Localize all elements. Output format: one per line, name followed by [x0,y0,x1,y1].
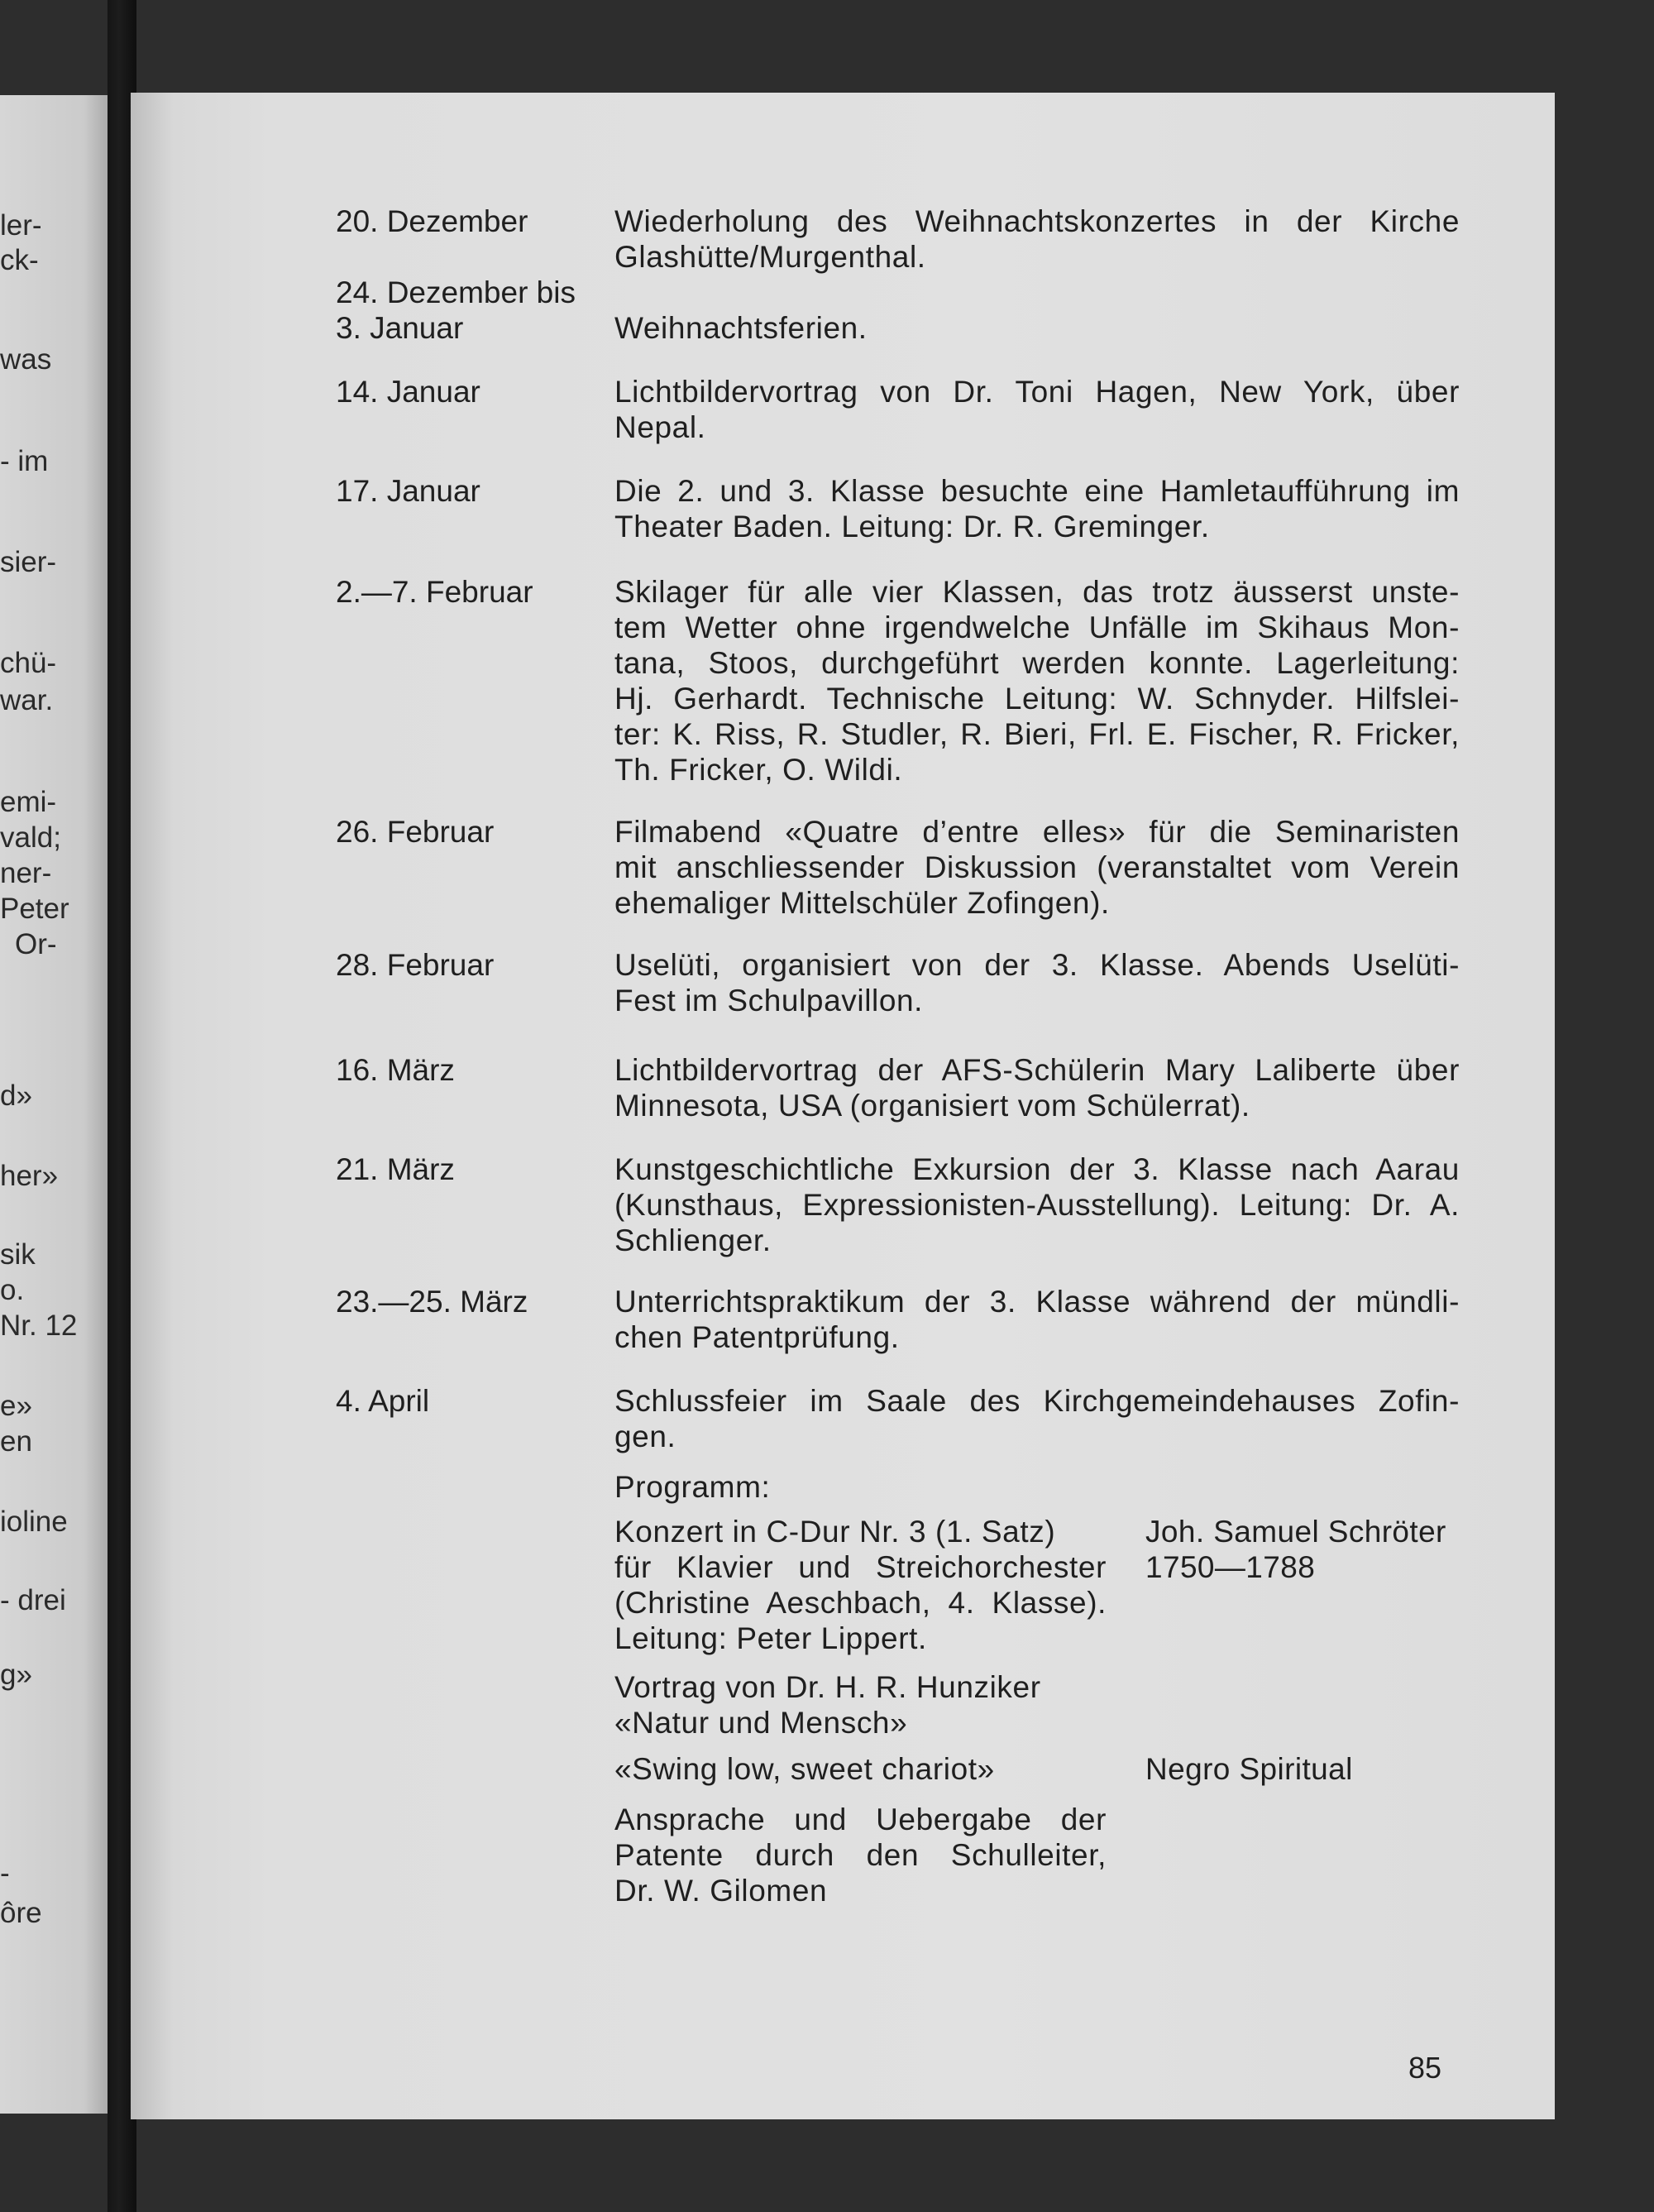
left-fragment: war. [0,684,54,716]
entry-date: 4. April [336,1384,430,1418]
desc-line: Minnesota, USA (organisiert vom Schülerrat). [614,1089,1250,1123]
entry-date: 14. Januar [336,375,480,409]
left-fragment: g» [0,1659,32,1691]
page-number: 85 [1408,2051,1442,2085]
desc-line: Kunstgeschichtliche Exkursion der 3. Klasse nach Aarau [614,1152,1460,1186]
entry-description [614,1151,1460,1258]
desc-line: Th. Fricker, O. Wildi. [614,753,903,787]
entry-date: 21. März [336,1152,455,1186]
entry-date: 28. Februar [336,948,495,982]
program-item [614,1802,1107,1908]
desc-line: Unterrichtspraktikum der 3. Klasse während der mündli- [614,1285,1460,1319]
composer-line: Negro Spiritual [1145,1752,1353,1786]
left-fragment: sier- [0,546,57,578]
program-heading: Programm: [614,1470,771,1504]
program-line: Dr. W. Gilomen [614,1874,828,1908]
program-composer [1145,1751,1476,1787]
left-fragment: ioline [0,1506,68,1538]
program-line: Leitung: Peter Lippert. [614,1621,927,1655]
entry-description [614,1284,1460,1355]
desc-line: tem Wetter ohne irgendwelche Unfälle im Skihaus Mon- [614,610,1460,644]
entry-date: 2.—7. Februar [336,575,533,609]
program-line: Ansprache und Uebergabe der [614,1803,1107,1836]
left-page-edge [0,95,120,2114]
desc-line: Weihnachtsferien. [614,311,868,345]
composer-line: 1750—1788 [1145,1550,1316,1584]
composer-line: Joh. Samuel Schröter [1145,1515,1446,1549]
entry-description [614,947,1460,1018]
desc-line: Die 2. und 3. Klasse besuchte eine Hamletaufführung im [614,474,1460,508]
left-fragment: en [0,1425,32,1458]
entry-date: 26. Februar [336,815,495,849]
entry-date: 20. Dezember [336,204,528,238]
desc-line: Fest im Schulpavillon. [614,984,924,1017]
program-line: (Christine Aeschbach, 4. Klasse). [614,1586,1107,1620]
program-composer [1145,1514,1476,1585]
desc-line: Hj. Gerhardt. Technische Leitung: W. Schnyder. Hilfslei- [614,682,1460,716]
left-fragment: emi- [0,786,57,818]
left-fragment: her» [0,1160,59,1192]
entry-date: 17. Januar [336,474,480,508]
left-fragment: ner- [0,857,52,889]
left-fragment: Peter [0,893,69,925]
date-line: 24. Dezember bis [336,275,576,309]
left-fragment: ck- [0,244,39,276]
desc-line: chen Patentprüfung. [614,1320,900,1354]
entry-date: 23.—25. März [336,1285,528,1319]
program-line: Vortrag von Dr. H. R. Hunziker [614,1670,1041,1704]
desc-line: Lichtbildervortrag von Dr. Toni Hagen, New York, über [614,375,1460,409]
desc-line: Filmabend «Quatre d’entre elles» für die Seminaristen [614,815,1460,849]
left-fragment: chü- [0,647,57,679]
left-fragment: Nr. 12 [0,1309,78,1342]
left-fragment: d» [0,1080,32,1112]
entry-date [336,275,609,346]
desc-line: tana, Stoos, durchgeführt werden konnte. Lagerleitung: [614,646,1460,680]
entry-description [614,574,1460,788]
desc-line: Lichtbildervortrag der AFS-Schülerin Mary Laliberte über [614,1053,1460,1087]
left-fragment: - [0,1857,10,1889]
entry-date: 16. März [336,1053,455,1087]
desc-line: mit anschliessender Diskussion (veranstaltet vom Verein [614,850,1460,884]
entry-description [614,310,1460,346]
left-fragment: was [0,343,52,376]
desc-line: Glashütte/Murgenthal. [614,240,926,274]
left-fragment: ôre [0,1897,42,1929]
entry-description [614,473,1460,544]
desc-line: Nepal. [614,410,706,444]
program-line: Patente durch den Schulleiter, [614,1838,1107,1872]
left-fragment: - drei [0,1584,66,1616]
program-item [614,1751,1107,1787]
desc-line: Schlienger. [614,1223,772,1257]
program-line: Konzert in C-Dur Nr. 3 (1. Satz) [614,1515,1056,1549]
left-fragment: ler- [0,209,42,242]
desc-line: ehemaliger Mittelschüler Zofingen). [614,886,1110,920]
entry-description [614,374,1460,445]
program-line: für Klavier und Streichorchester [614,1550,1107,1584]
date-line: 3. Januar [336,311,464,345]
desc-line: gen. [614,1420,676,1453]
left-fragment: e» [0,1390,32,1422]
entry-description [614,1052,1460,1123]
entry-description [614,814,1460,921]
desc-line: Wiederholung des Weihnachtskonzertes in der Kirche [614,204,1460,238]
desc-line: Skilager für alle vier Klassen, das trotz äusserst unste- [614,575,1460,609]
left-fragment: o. [0,1274,25,1306]
right-page [131,93,1555,2119]
left-fragment: Or- [15,928,57,960]
desc-line: Schlussfeier im Saale des Kirchgemeindehauses Zofin- [614,1384,1460,1418]
program-item [614,1514,1107,1656]
entry-description [614,1383,1460,1454]
desc-line: Theater Baden. Leitung: Dr. R. Greminger. [614,510,1210,543]
program-item [614,1669,1107,1740]
left-fragment: vald; [0,821,61,854]
desc-line: (Kunsthaus, Expressionisten-Ausstellung). Leitung: Dr. A. [614,1188,1460,1222]
desc-line: ter: K. Riss, R. Studler, R. Bieri, Frl. E. Fischer, R. Fricker, [614,717,1460,751]
left-fragment: sik [0,1238,36,1271]
program-line: «Swing low, sweet chariot» [614,1752,995,1786]
program-line: «Natur und Mensch» [614,1706,908,1740]
left-fragment: - im [0,445,49,477]
desc-line: Uselüti, organisiert von der 3. Klasse. Abends Uselüti- [614,948,1460,982]
entry-description [614,203,1460,275]
